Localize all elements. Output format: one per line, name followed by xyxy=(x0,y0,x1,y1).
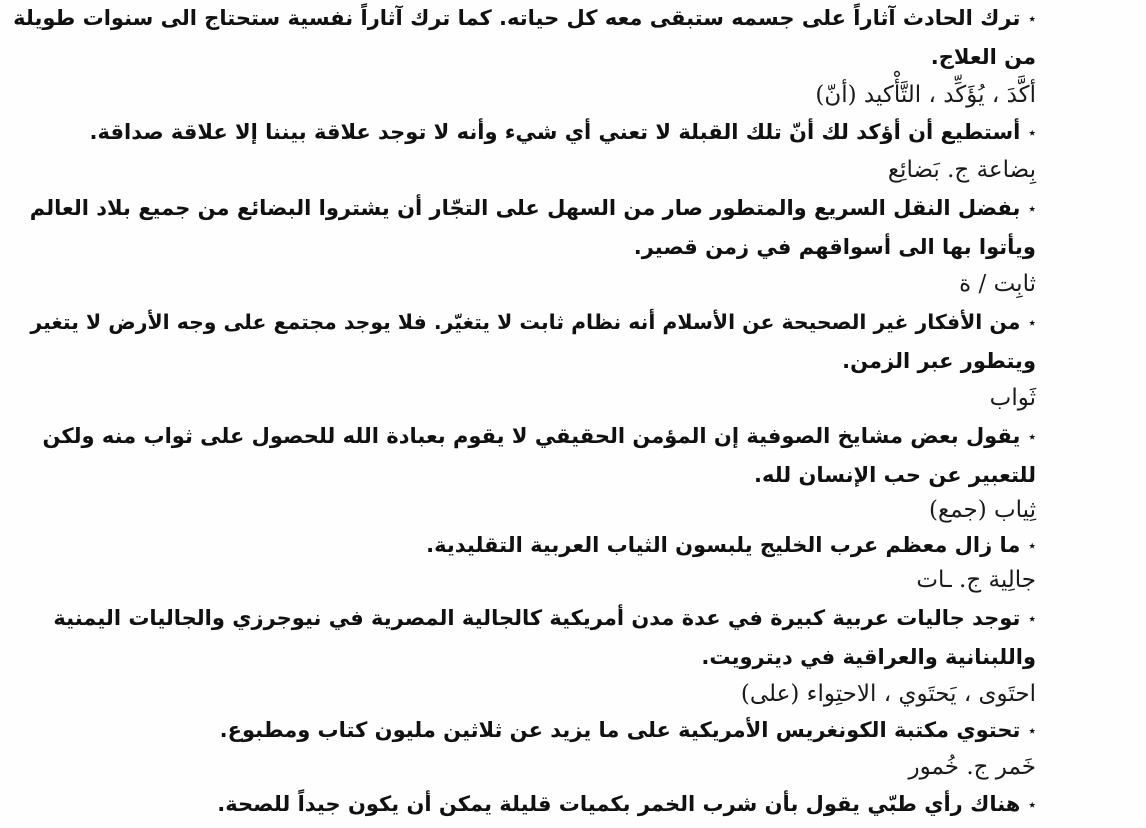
headword-line: خَمر ج. خُمور xyxy=(908,754,1036,780)
example-line: للتعبير عن حب الإنسان لله. xyxy=(753,463,1036,487)
example-line: ٭توجد جاليات عربية كبيرة في عدة مدن أمريكية كالجالية المصرية في نيوجرزي والجاليات اليمنية xyxy=(53,606,1036,630)
bullet-icon: ٭ xyxy=(1028,125,1036,141)
bullet-icon: ٭ xyxy=(1028,315,1036,331)
example-line: واللبنانية والعراقية في ديترويت. xyxy=(701,645,1036,669)
bullet-icon: ٭ xyxy=(1028,538,1036,554)
bullet-icon: ٭ xyxy=(1028,429,1036,445)
bullet-icon: ٭ xyxy=(1028,611,1036,627)
bullet-icon: ٭ xyxy=(1028,723,1036,739)
bullet-icon: ٭ xyxy=(1028,201,1036,217)
headword-line: ثِياب (جمع) xyxy=(928,497,1036,523)
headword-line: بِضاعة ج. بَضائِع xyxy=(887,157,1036,183)
bullet-icon: ٭ xyxy=(1028,797,1036,813)
example-line: ٭هناك رأي طبّي يقول بأن شرب الخمر بكميات قليلة يمكن أن يكون جيداً للصحة. xyxy=(217,792,1036,816)
example-line: ٭بفضل النقل السريع والمتطور صار من السهل على التجّار أن يشتروا البضائع من جميع بلاد العالم xyxy=(29,196,1036,220)
example-line: ٭ترك الحادث آثاراً على جسمه ستبقى معه كل حياته. كما ترك آثاراً نفسية ستحتاج الى سنوات طويلة xyxy=(13,6,1036,30)
example-line: ويتطور عبر الزمن. xyxy=(842,349,1036,373)
example-line: ٭من الأفكار غير الصحيحة عن الأسلام أنه نظام ثابت لا يتغيّر. فلا يوجد مجتمع على وجه الأرض لا يتغير xyxy=(30,310,1036,334)
headword-line: جالِية ج. ـات xyxy=(916,567,1036,593)
example-line: ٭يقول بعض مشايخ الصوفية إن المؤمن الحقيقي لا يقوم بعبادة الله للحصول على ثواب منه ولكن xyxy=(42,424,1036,448)
headword-line: ثَواب xyxy=(989,385,1036,411)
example-line: ٭تحتوي مكتبة الكونغريس الأمريكية على ما يزيد عن ثلاثين مليون كتاب ومطبوع. xyxy=(219,718,1036,742)
example-line: ٭ما زال معظم عرب الخليج يلبسون الثياب العربية التقليدية. xyxy=(426,533,1036,557)
headword-line: أكَّدَ ، يُؤَكِّد ، التَّأْكيد (أنّ) xyxy=(815,82,1036,108)
bullet-icon: ٭ xyxy=(1028,11,1036,27)
headword-line: احتَوى ، يَحتَوي ، الاحتِواء (على) xyxy=(740,681,1036,707)
example-line: ٭أستطيع أن أؤكد لك أنّ تلك القبلة لا تعني أي شيء وأنه لا توجد علاقة بيننا إلا علاقة صداقة. xyxy=(89,120,1036,144)
headword-line: ثابِت / ة xyxy=(959,271,1036,297)
example-line: من العلاج. xyxy=(930,45,1036,69)
example-line: ويأتوا بها الى أسواقهم في زمن قصير. xyxy=(633,235,1036,259)
